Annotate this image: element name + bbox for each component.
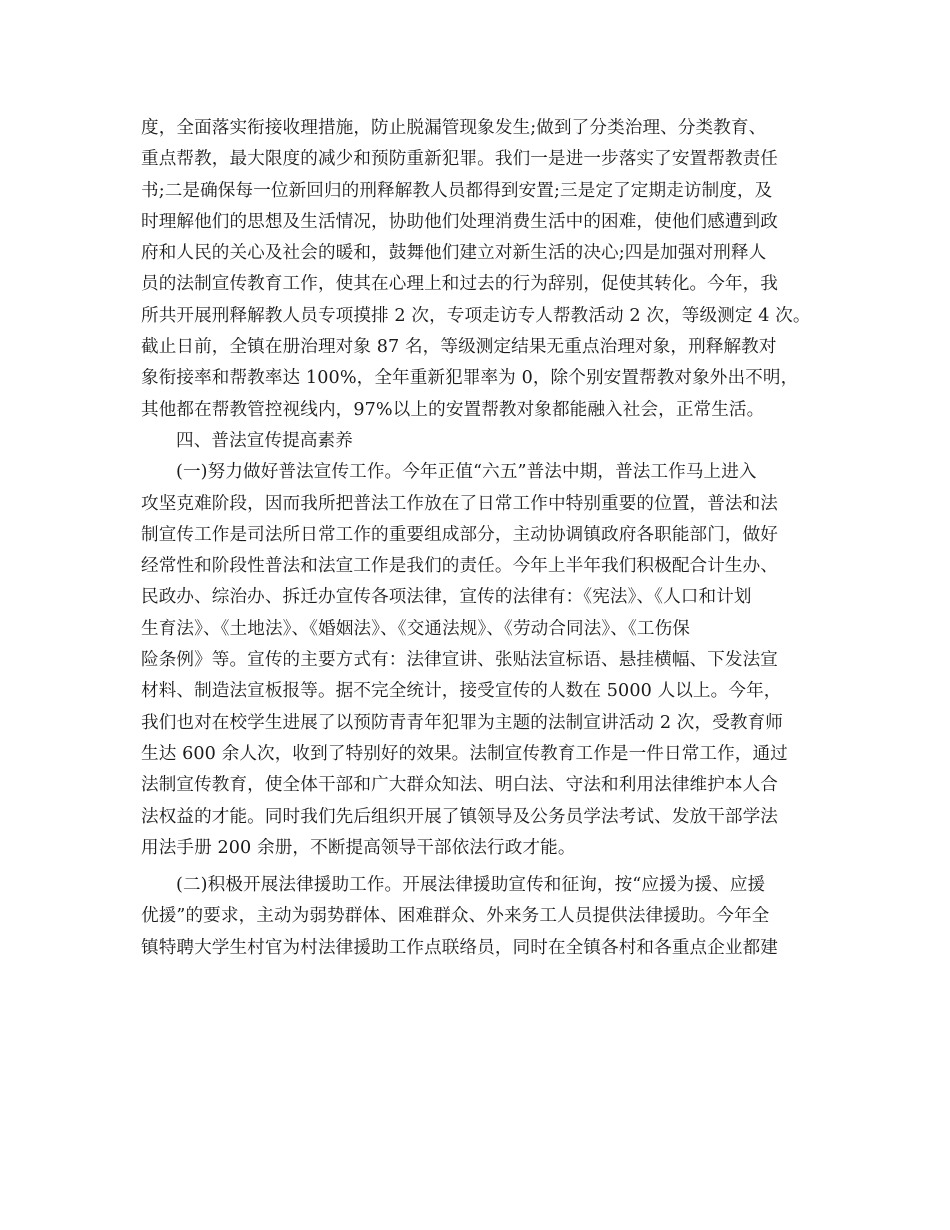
section-heading: 四、普法宣传提高素养 xyxy=(176,430,353,451)
text-line: 所共开展刑释解教人员专项摸排 2 次，专项走访专人帮教活动 2 次，等级测定 4 次。 xyxy=(141,305,811,326)
text-line: 员的法制宣传教育工作，使其在心理上和过去的行为辞别，促使其转化。今年，我 xyxy=(141,274,778,295)
text-line: 攻坚克难阶段，因而我所把普法工作放在了日常工作中特别重要的位置，普法和法 xyxy=(141,493,778,514)
text-line: 民政办、综治办、拆迁办宣传各项法律，宣传的法律有：《宪法》、《人口和计划 xyxy=(141,587,752,608)
text-line: 时理解他们的思想及生活情况，协助他们处理消费生活中的困难，使他们感遭到政 xyxy=(141,211,778,232)
text-line: 重点帮教，最大限度的减少和预防重新犯罪。我们一是进一步落实了安置帮教责任 xyxy=(141,149,778,170)
paragraph-first-line: (一)努力做好普法宣传工作。今年正值“六五”普法中期，普法工作马上进入 xyxy=(176,462,757,483)
text-line: 险条例》等。宣传的主要方式有：法律宣讲、张贴法宣标语、悬挂横幅、下发法宣 xyxy=(141,650,778,671)
text-line: 其他都在帮教管控视线内，97%以上的安置帮教对象都能融入社会，正常生活。 xyxy=(141,399,765,420)
text-line: 镇特聘大学生村官为村法律援助工作点联络员，同时在全镇各村和各重点企业都建 xyxy=(141,937,778,958)
text-line: 材料、制造法宣板报等。据不完全统计，接受宣传的人数在 5000 人以上。今年， xyxy=(141,681,782,702)
text-line: 法权益的才能。同时我们先后组织开展了镇领导及公务员学法考试、发放干部学法 xyxy=(141,806,778,827)
text-line: 书;二是确保每一位新回归的刑释解教人员都得到安置;三是定了定期走访制度，及 xyxy=(141,180,773,201)
text-line: 用法手册 200 余册，不断提高领导干部依法行政才能。 xyxy=(141,837,576,858)
text-line: 法制宣传教育，使全体干部和广大群众知法、明白法、守法和利用法律维护本人合 xyxy=(141,775,778,796)
text-line: 生育法》、《土地法》、《婚姻法》、《交通法规》、《劳动合同法》、《工伤保 xyxy=(141,618,690,639)
text-line: 经常性和阶段性普法和法宣工作是我们的责任。今年上半年我们积极配合计生办、 xyxy=(141,556,778,577)
text-line: 我们也对在校学生进展了以预防青青年犯罪为主题的法制宣讲活动 2 次，受教育师 xyxy=(141,712,783,733)
text-line: 截止日前，全镇在册治理对象 87 名，等级测定结果无重点治理对象，刑释解教对 xyxy=(141,337,777,358)
text-line: 优援”的要求，主动为弱势群体、困难群众、外来务工人员提供法律援助。今年全 xyxy=(141,906,770,927)
text-line: 度，全面落实衔接收理措施，防止脱漏管现象发生;做到了分类治理、分类教育、 xyxy=(141,118,767,138)
paragraph-first-line: (二)积极开展法律援助工作。开展法律援助宣传和征询，按“应援为援、应援 xyxy=(176,875,766,896)
text-line: 象衔接率和帮教率达 100%，全年重新犯罪率为 0，除个别安置帮教对象外出不明， xyxy=(141,368,799,389)
text-line: 制宣传工作是司法所日常工作的重要组成部分，主动协调镇政府各职能部门，做好 xyxy=(141,524,778,545)
document-body xyxy=(141,113,821,964)
text-line: 生达 600 余人次，收到了特别好的效果。法制宣传教育工作是一件日常工作，通过 xyxy=(141,743,788,764)
text-line: 府和人民的关心及社会的暖和，鼓舞他们建立对新生活的决心;四是加强对刑释人 xyxy=(141,243,767,264)
